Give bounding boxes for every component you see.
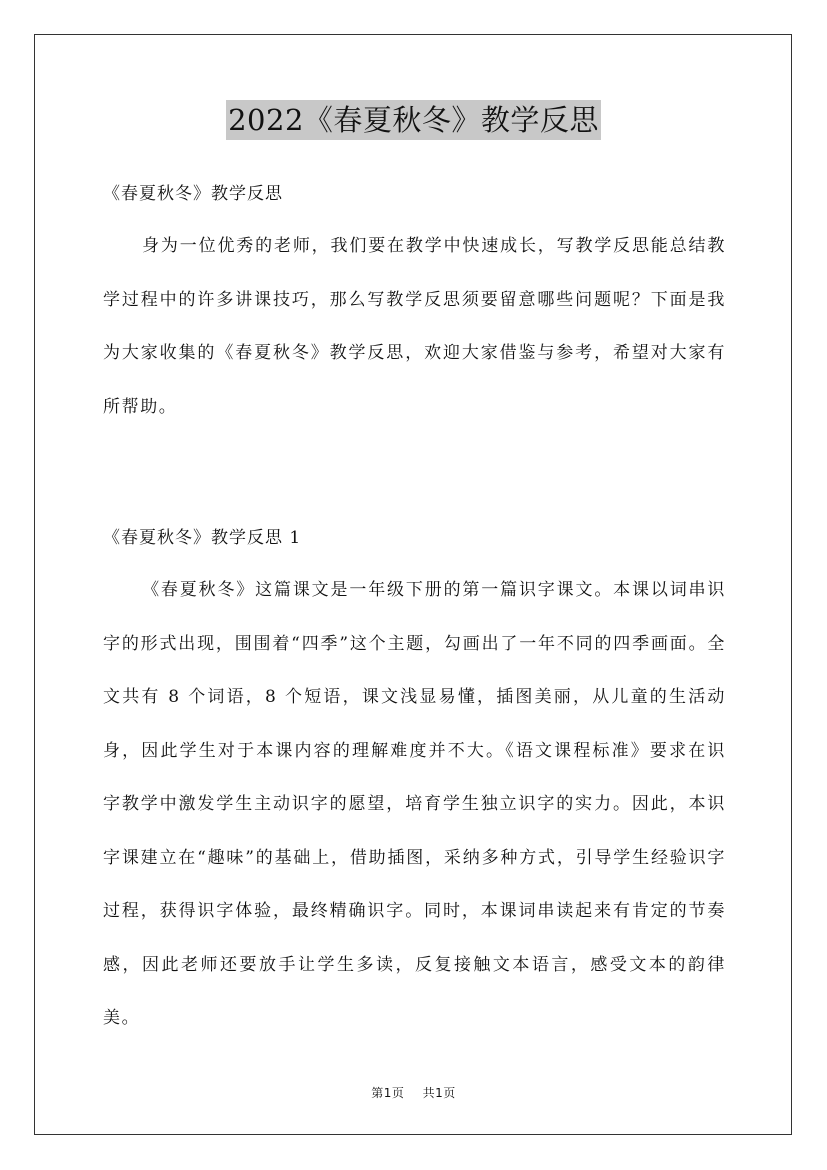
intro-heading: 《春夏秋冬》教学反思 [103, 184, 283, 204]
document-title: 2022《春夏秋冬》教学反思 [226, 100, 601, 140]
section-spacer [103, 434, 726, 512]
section1-heading: 《春夏秋冬》教学反思 1 [103, 528, 302, 548]
intro-paragraph: 身为一位优秀的老师，我们要在教学中快速成长，写教学反思能总结教学过程中的许多讲课技巧，那么写教学反思须要留意哪些问题呢？下面是我为大家收集的《春夏秋冬》教学反思，欢迎大家借鉴与参考，希望对大家有所帮助。 [103, 236, 726, 417]
page-number-total: 共1页 [422, 1086, 456, 1100]
page-number-current: 第1页 [371, 1086, 405, 1100]
section1-paragraph: 《春夏秋冬》这篇课文是一年级下册的第一篇识字课文。本课以词串识字的形式出现，围围着“四季”这个主题，勾画出了一年不同的四季画面。全文共有 8 个词语，8 个短语，课文浅显易懂，插图美丽，从儿童的生活动身，因此学生对于本课内容的理解难度并不大。《语文课程标准》要求在识字教学中激发学生主动识字的愿望，培育学生独立识字的实力。因此，本识字课建立在“趣味”的基础上，借助插图，采纳多种方式，引导学生经验识字过程，获得识字体验，最终精确识字。同时，本课词串读起来有肯定的节奏感，因此老师还要放手让学生多读，反复接触文本语言，感受文本的韵律美。 [103, 580, 726, 1028]
title-container [0, 100, 827, 140]
document-body [103, 168, 726, 1046]
page-footer [0, 1084, 827, 1101]
